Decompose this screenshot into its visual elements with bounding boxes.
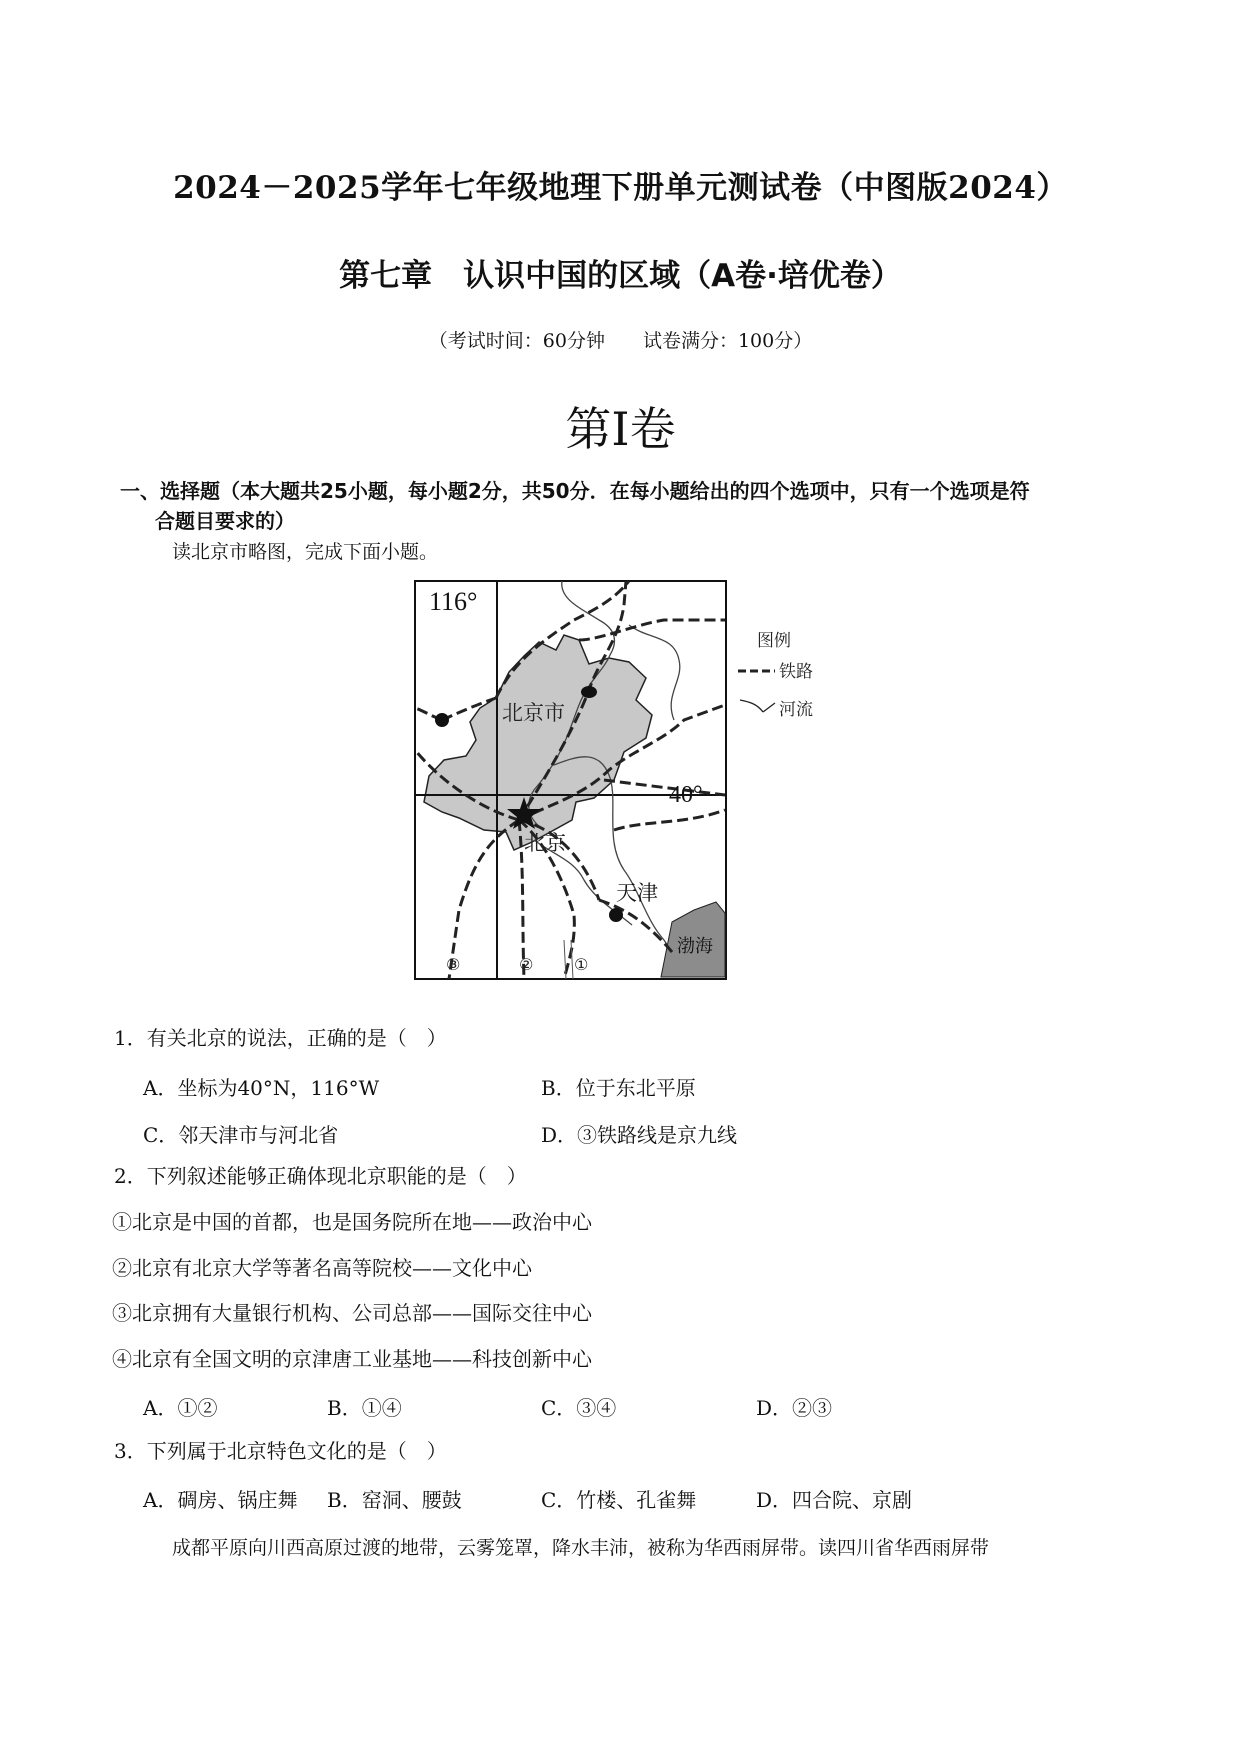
region-label: 北京市 [502,701,565,725]
rail-3-label: ③ [446,955,461,974]
section-heading-line1: 一、选择题（本大题共25小题，每小题2分，共50分．在每小题给出的四个选项中，只有一个选项是符 [120,479,1030,503]
q2-option-d[interactable]: D．②③ [756,1396,833,1420]
q3-option-a[interactable]: A．碉房、锅庄舞 [143,1488,298,1512]
q2-statement-2: ②北京有北京大学等著名高等院校——文化中心 [112,1256,532,1280]
city-dot-north [581,686,597,698]
q1-option-b[interactable]: B．位于东北平原 [541,1076,696,1100]
volume-title: 第Ⅰ卷 [565,402,676,456]
legend-rail-label: 铁路 [779,662,813,682]
rail-2-label: ② [519,955,534,974]
chapter-subtitle: 第七章 认识中国的区域（A卷·培优卷） [339,258,902,294]
section-heading-line2: 合题目要求的） [155,509,295,533]
city-dot-tianjin [609,908,623,922]
lon-label: 116° [429,587,478,616]
question-2-stem: 2．下列叙述能够正确体现北京职能的是（ ） [114,1164,527,1188]
q2-statement-3: ③北京拥有大量银行机构、公司总部——国际交往中心 [112,1301,592,1325]
legend-river-icon [740,700,775,712]
q2-option-c[interactable]: C．③④ [541,1396,617,1420]
q3-option-b[interactable]: B．窑洞、腰鼓 [327,1488,462,1512]
next-passage: 成都平原向川西高原过渡的地带，云雾笼罩，降水丰沛，被称为华西雨屏带。读四川省华西雨屏带 [172,1537,990,1559]
lat-label: 40° [669,782,703,808]
legend-river-label: 河流 [779,700,813,720]
q3-option-c[interactable]: C．竹楼、孔雀舞 [541,1488,697,1512]
tianjin-label: 天津 [616,881,658,905]
sea-label: 渤海 [677,936,713,957]
q2-option-b[interactable]: B．①④ [327,1396,402,1420]
q1-option-a[interactable]: A．坐标为40°N，116°W [143,1076,380,1100]
exam-title: 2024－2025学年七年级地理下册单元测试卷（中图版2024） [173,170,1068,206]
q2-statement-1: ①北京是中国的首都，也是国务院所在地——政治中心 [112,1210,592,1234]
exam-info: （考试时间：60分钟 试卷满分：100分） [428,330,813,352]
q3-option-d[interactable]: D．四合院、京剧 [756,1488,913,1512]
map-legend [735,628,845,728]
section-heading [120,476,1130,536]
beijing-map [414,580,734,982]
city-dot-west [435,713,449,727]
question-1-stem: 1．有关北京的说法，正确的是（ ） [114,1026,447,1050]
q2-statement-4: ④北京有全国文明的京津唐工业基地——科技创新中心 [112,1347,592,1371]
rail-1-label: ① [574,955,589,974]
beijing-label: 北京 [524,831,566,855]
legend-title: 图例 [757,631,791,651]
intro-text: 读北京市略图，完成下面小题。 [172,541,439,563]
q2-option-a[interactable]: A．①② [143,1396,218,1420]
q1-option-d[interactable]: D．③铁路线是京九线 [541,1123,738,1147]
q1-option-c[interactable]: C．邻天津市与河北省 [143,1123,339,1147]
question-3-stem: 3．下列属于北京特色文化的是（ ） [114,1439,447,1463]
